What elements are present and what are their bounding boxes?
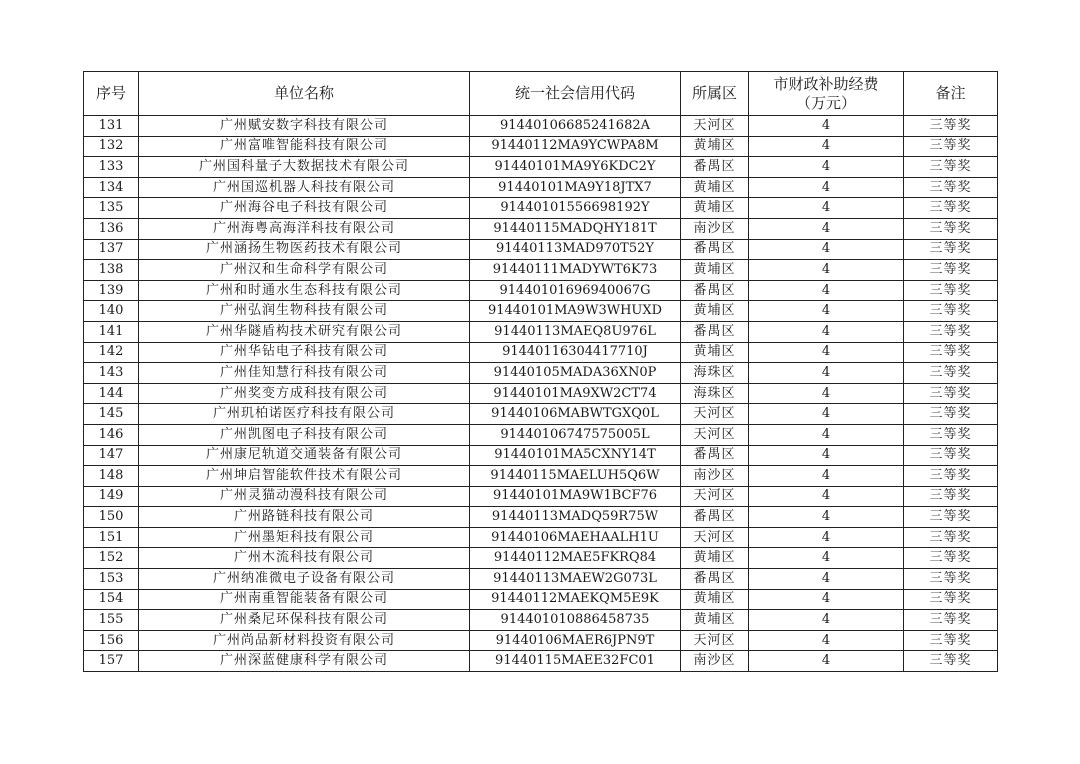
cell-subsidy-amount: 4 (749, 630, 904, 651)
cell-note: 三等奖 (904, 527, 998, 548)
cell-subsidy-amount: 4 (749, 651, 904, 672)
cell-index: 140 (84, 301, 139, 322)
cell-credit-code: 91440115MADQHY181T (470, 218, 681, 239)
cell-company-name: 广州路链科技有限公司 (139, 507, 470, 528)
cell-credit-code: 91440112MAE5FKRQ84 (470, 548, 681, 569)
cell-credit-code: 91440112MA9YCWPA8M (470, 136, 681, 157)
cell-subsidy-amount: 4 (749, 116, 904, 137)
table-header-row (84, 72, 998, 116)
cell-company-name: 广州尚品新材料投资有限公司 (139, 630, 470, 651)
cell-subsidy-amount: 4 (749, 342, 904, 363)
cell-index: 150 (84, 507, 139, 528)
table-row (84, 260, 998, 281)
cell-company-name: 广州深蓝健康科学有限公司 (139, 651, 470, 672)
cell-district: 番禺区 (681, 321, 749, 342)
header-district: 所属区 (681, 72, 749, 116)
cell-district: 番禺区 (681, 569, 749, 590)
cell-subsidy-amount: 4 (749, 589, 904, 610)
cell-index: 143 (84, 363, 139, 384)
cell-company-name: 广州桑尼环保科技有限公司 (139, 610, 470, 631)
cell-index: 148 (84, 466, 139, 487)
cell-credit-code: 91440101MA9W1BCF76 (470, 486, 681, 507)
cell-index: 144 (84, 383, 139, 404)
table-row (84, 136, 998, 157)
cell-district: 番禺区 (681, 507, 749, 528)
cell-note: 三等奖 (904, 301, 998, 322)
header-note: 备注 (904, 72, 998, 116)
cell-credit-code: 91440115MAELUH5Q6W (470, 466, 681, 487)
cell-company-name: 广州南重智能装备有限公司 (139, 589, 470, 610)
table-row (84, 610, 998, 631)
cell-note: 三等奖 (904, 280, 998, 301)
cell-company-name: 广州国巡机器人科技有限公司 (139, 177, 470, 198)
cell-district: 天河区 (681, 486, 749, 507)
table-row (84, 404, 998, 425)
cell-note: 三等奖 (904, 466, 998, 487)
header-subsidy (749, 72, 904, 116)
cell-subsidy-amount: 4 (749, 239, 904, 260)
cell-credit-code: 91440101MA9Y6KDC2Y (470, 157, 681, 178)
cell-credit-code: 91440113MAEW2G073L (470, 569, 681, 590)
cell-subsidy-amount: 4 (749, 486, 904, 507)
cell-note: 三等奖 (904, 157, 998, 178)
cell-index: 138 (84, 260, 139, 281)
cell-company-name: 广州墨矩科技有限公司 (139, 527, 470, 548)
table-row (84, 383, 998, 404)
cell-district: 天河区 (681, 116, 749, 137)
cell-index: 132 (84, 136, 139, 157)
cell-district: 番禺区 (681, 280, 749, 301)
cell-subsidy-amount: 4 (749, 260, 904, 281)
cell-index: 136 (84, 218, 139, 239)
cell-note: 三等奖 (904, 383, 998, 404)
cell-district: 黄埔区 (681, 260, 749, 281)
cell-credit-code: 91440106MAEHAALH1U (470, 527, 681, 548)
cell-note: 三等奖 (904, 136, 998, 157)
cell-credit-code: 9144010169694006​7G (470, 280, 681, 301)
table-row (84, 507, 998, 528)
cell-index: 139 (84, 280, 139, 301)
cell-district: 黄埔区 (681, 548, 749, 569)
cell-credit-code: 91440106685241682A (470, 116, 681, 137)
cell-subsidy-amount: 4 (749, 548, 904, 569)
cell-company-name: 广州涵扬生物医药技术有限公司 (139, 239, 470, 260)
cell-subsidy-amount: 4 (749, 280, 904, 301)
cell-note: 三等奖 (904, 198, 998, 219)
cell-subsidy-amount: 4 (749, 424, 904, 445)
cell-district: 天河区 (681, 424, 749, 445)
cell-index: 146 (84, 424, 139, 445)
table-row (84, 569, 998, 590)
table-row (84, 445, 998, 466)
cell-note: 三等奖 (904, 363, 998, 384)
table-row (84, 177, 998, 198)
cell-index: 137 (84, 239, 139, 260)
table-body (84, 116, 998, 672)
cell-district: 海珠区 (681, 363, 749, 384)
cell-subsidy-amount: 4 (749, 466, 904, 487)
table-row (84, 301, 998, 322)
cell-note: 三等奖 (904, 321, 998, 342)
cell-company-name: 广州弘润生物科技有限公司 (139, 301, 470, 322)
table-row (84, 424, 998, 445)
cell-district: 黄埔区 (681, 177, 749, 198)
table-row (84, 157, 998, 178)
cell-district: 黄埔区 (681, 136, 749, 157)
cell-subsidy-amount: 4 (749, 569, 904, 590)
cell-index: 134 (84, 177, 139, 198)
cell-company-name: 广州灵猫动漫科技有限公司 (139, 486, 470, 507)
cell-credit-code: 91440115MAEE32FC01 (470, 651, 681, 672)
cell-subsidy-amount: 4 (749, 404, 904, 425)
cell-district: 天河区 (681, 527, 749, 548)
cell-credit-code: 91440101556698192Y (470, 198, 681, 219)
cell-note: 三等奖 (904, 260, 998, 281)
cell-credit-code: 91440113MADQ59R75W (470, 507, 681, 528)
cell-credit-code: 91440106MABWTGXQ0L (470, 404, 681, 425)
table-row (84, 589, 998, 610)
cell-district: 南沙区 (681, 218, 749, 239)
cell-index: 155 (84, 610, 139, 631)
cell-subsidy-amount: 4 (749, 445, 904, 466)
cell-district: 黄埔区 (681, 342, 749, 363)
cell-company-name: 广州坤启智能软件技术有限公司 (139, 466, 470, 487)
cell-note: 三等奖 (904, 218, 998, 239)
cell-note: 三等奖 (904, 404, 998, 425)
cell-credit-code: 91440105MADA36XN0P (470, 363, 681, 384)
cell-subsidy-amount: 4 (749, 527, 904, 548)
cell-note: 三等奖 (904, 177, 998, 198)
cell-index: 156 (84, 630, 139, 651)
cell-credit-code: 91440106747575005L (470, 424, 681, 445)
cell-credit-code: 91440101MA9Y18JTX7 (470, 177, 681, 198)
cell-district: 海珠区 (681, 383, 749, 404)
cell-subsidy-amount: 4 (749, 301, 904, 322)
cell-district: 天河区 (681, 630, 749, 651)
cell-subsidy-amount: 4 (749, 218, 904, 239)
table-row (84, 116, 998, 137)
table-row (84, 651, 998, 672)
cell-subsidy-amount: 4 (749, 136, 904, 157)
cell-index: 151 (84, 527, 139, 548)
cell-district: 南沙区 (681, 466, 749, 487)
cell-index: 147 (84, 445, 139, 466)
cell-credit-code: 91440113MAD970T52Y (470, 239, 681, 260)
subsidy-award-table (83, 71, 998, 672)
cell-company-name: 广州康尼轨道交通装备有限公司 (139, 445, 470, 466)
cell-subsidy-amount: 4 (749, 507, 904, 528)
cell-credit-code: 91440101MA9W3WHUXD (470, 301, 681, 322)
cell-credit-code: 91440111MADYWT6K73 (470, 260, 681, 281)
table-row (84, 198, 998, 219)
cell-district: 黄埔区 (681, 198, 749, 219)
table-row (84, 466, 998, 487)
cell-index: 153 (84, 569, 139, 590)
header-credit-code: 统一社会信用代码 (470, 72, 681, 116)
cell-index: 157 (84, 651, 139, 672)
cell-company-name: 广州和时通水生态科技有限公司 (139, 280, 470, 301)
cell-subsidy-amount: 4 (749, 321, 904, 342)
table-row (84, 239, 998, 260)
header-subsidy-line1: 市财政补助经费 (773, 74, 879, 93)
cell-index: 131 (84, 116, 139, 137)
cell-note: 三等奖 (904, 116, 998, 137)
cell-note: 三等奖 (904, 548, 998, 569)
cell-company-name: 广州佳知慧行科技有限公司 (139, 363, 470, 384)
cell-subsidy-amount: 4 (749, 383, 904, 404)
cell-note: 三等奖 (904, 486, 998, 507)
cell-company-name: 广州汉和生命科学有限公司 (139, 260, 470, 281)
cell-note: 三等奖 (904, 651, 998, 672)
cell-company-name: 广州赋安数字科技有限公司 (139, 116, 470, 137)
header-subsidy-line2: （万元） (795, 93, 856, 112)
cell-index: 145 (84, 404, 139, 425)
cell-district: 天河区 (681, 404, 749, 425)
cell-credit-code: 91440101MA9XW2CT74 (470, 383, 681, 404)
cell-company-name: 广州玑柏诺医疗科技有限公司 (139, 404, 470, 425)
cell-company-name: 广州国科量子大数据技术有限公司 (139, 157, 470, 178)
cell-company-name: 广州纳准微电子设备有限公司 (139, 569, 470, 590)
cell-note: 三等奖 (904, 610, 998, 631)
cell-district: 番禺区 (681, 157, 749, 178)
table-row (84, 630, 998, 651)
cell-note: 三等奖 (904, 630, 998, 651)
cell-company-name: 广州凯图电子科技有限公司 (139, 424, 470, 445)
cell-subsidy-amount: 4 (749, 610, 904, 631)
cell-company-name: 广州海谷电子科技有限公司 (139, 198, 470, 219)
cell-note: 三等奖 (904, 342, 998, 363)
cell-index: 133 (84, 157, 139, 178)
table-row (84, 548, 998, 569)
cell-district: 黄埔区 (681, 301, 749, 322)
cell-note: 三等奖 (904, 424, 998, 445)
cell-district: 番禺区 (681, 445, 749, 466)
table-row (84, 280, 998, 301)
cell-index: 154 (84, 589, 139, 610)
cell-subsidy-amount: 4 (749, 363, 904, 384)
cell-credit-code: 91440113MAEQ8U976L (470, 321, 681, 342)
table-row (84, 527, 998, 548)
table-row (84, 321, 998, 342)
header-index: 序号 (84, 72, 139, 116)
cell-company-name: 广州奖变方成科技有限公司 (139, 383, 470, 404)
cell-note: 三等奖 (904, 445, 998, 466)
table-row (84, 342, 998, 363)
cell-note: 三等奖 (904, 507, 998, 528)
cell-company-name: 广州富唯智能科技有限公司 (139, 136, 470, 157)
cell-company-name: 广州海粤高海洋科技有限公司 (139, 218, 470, 239)
cell-company-name: 广州华钻电子科技有限公司 (139, 342, 470, 363)
cell-company-name: 广州华隧盾构技术研究有限公司 (139, 321, 470, 342)
cell-district: 南沙区 (681, 651, 749, 672)
cell-subsidy-amount: 4 (749, 157, 904, 178)
cell-credit-code: 91440101088645873​5 (470, 610, 681, 631)
table-row (84, 363, 998, 384)
cell-subsidy-amount: 4 (749, 177, 904, 198)
cell-district: 番禺区 (681, 239, 749, 260)
cell-index: 135 (84, 198, 139, 219)
table-row (84, 486, 998, 507)
table-row (84, 218, 998, 239)
cell-company-name: 广州木流科技有限公司 (139, 548, 470, 569)
cell-note: 三等奖 (904, 239, 998, 260)
cell-index: 142 (84, 342, 139, 363)
cell-index: 152 (84, 548, 139, 569)
cell-note: 三等奖 (904, 589, 998, 610)
cell-credit-code: 91440101MA5CXNY14T (470, 445, 681, 466)
cell-index: 141 (84, 321, 139, 342)
cell-district: 黄埔区 (681, 589, 749, 610)
header-company-name: 单位名称 (139, 72, 470, 116)
cell-subsidy-amount: 4 (749, 198, 904, 219)
cell-note: 三等奖 (904, 569, 998, 590)
cell-credit-code: 91440106MAER6JPN9T (470, 630, 681, 651)
cell-credit-code: 91440116304417710J (470, 342, 681, 363)
cell-district: 黄埔区 (681, 610, 749, 631)
cell-index: 149 (84, 486, 139, 507)
cell-credit-code: 91440112MAEKQM5E9K (470, 589, 681, 610)
